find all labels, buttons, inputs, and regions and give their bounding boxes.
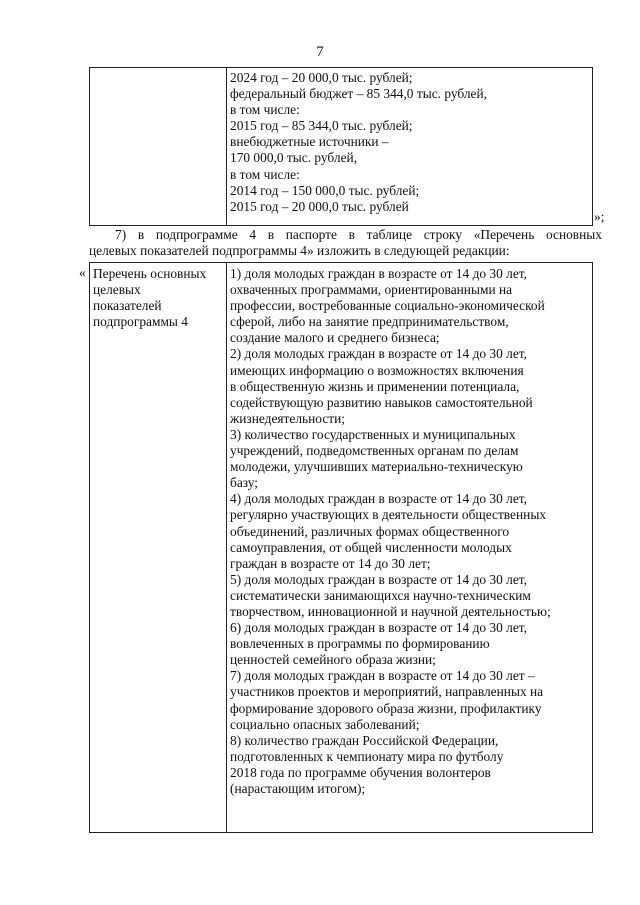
indicator-line: (нарастающим итогом);: [230, 781, 366, 796]
indicator-line: социально опасных заболеваний;: [230, 716, 420, 732]
indicator-line: 8) количество граждан Российской Федерации,: [230, 732, 499, 748]
indicator-line: 4) доля молодых граждан в возрасте от 14 до 30 лет,: [230, 491, 527, 507]
indicator-line: содействующую развитию навыков самостоятельной: [230, 394, 533, 410]
label-line: подпрограммы 4: [93, 314, 188, 330]
label-line: целевых: [93, 282, 141, 298]
opening-quote: «: [79, 265, 86, 280]
indicator-line: 1) доля молодых граждан в возрасте от 14 до 30 лет,: [230, 266, 527, 281]
funding-line: 2015 год – 85 344,0 тыс. рублей;: [230, 118, 413, 134]
indicator-line: объединений, различных формах общественного: [230, 523, 510, 539]
indicator-line: регулярно участвующих в деятельности общественных: [230, 507, 547, 523]
indicator-line: подготовленных к чемпионату мира по футболу: [230, 748, 504, 764]
funding-table-divider: [226, 67, 227, 225]
indicator-line: создание малого и среднего бизнеса;: [230, 330, 440, 346]
page-number: 7: [316, 44, 324, 60]
indicator-line: имеющих информацию о возможностях включения: [230, 362, 524, 378]
instruction-paragraph: [89, 227, 602, 259]
instruction-line: 7) в подпрограмме 4 в паспорте в таблице строку «Перечень основных: [115, 227, 602, 242]
indicator-line: вовлеченных в программы по формированию: [230, 636, 490, 652]
indicators-list-cell: [230, 266, 551, 797]
funding-line: 170 000,0 тыс. рублей,: [230, 150, 358, 166]
label-line: показателей: [93, 298, 162, 314]
closing-quote: »;: [594, 209, 605, 224]
indicator-line: систематически занимающихся научно-техническим: [230, 587, 531, 603]
funding-table-cell: [230, 70, 487, 215]
indicator-line: граждан в возрасте от 14 до 30 лет;: [230, 555, 431, 571]
indicator-line: 2) доля молодых граждан в возрасте от 14 до 30 лет,: [230, 346, 527, 362]
indicator-line: жизнедеятельности;: [230, 410, 346, 426]
funding-line: в том числе:: [230, 166, 300, 182]
funding-line: 2015 год – 20 000,0 тыс. рублей: [230, 198, 409, 214]
indicator-line: сферой, либо на занятие предпринимательством,: [230, 314, 509, 330]
funding-line: 2024 год – 20 000,0 тыс. рублей;: [230, 70, 413, 85]
indicator-line: 2018 года по программе обучения волонтеров: [230, 764, 491, 780]
indicator-line: самоуправления, от общей численности молодых: [230, 539, 512, 555]
indicator-line: профессии, востребованные социально-экономической: [230, 298, 545, 314]
funding-line: в том числе:: [230, 102, 300, 118]
label-line: Перечень основных: [93, 266, 207, 281]
funding-line: федеральный бюджет – 85 344,0 тыс. рублей,: [230, 86, 487, 102]
indicator-line: 5) доля молодых граждан в возрасте от 14 до 30 лет,: [230, 571, 527, 587]
funding-line: внебюджетные источники –: [230, 134, 389, 150]
funding-line: 2014 год – 150 000,0 тыс. рублей;: [230, 182, 420, 198]
indicator-line: базу;: [230, 475, 259, 491]
indicator-line: 7) доля молодых граждан в возрасте от 14 до 30 лет –: [230, 668, 535, 684]
indicator-line: участников проектов и мероприятий, направленных на: [230, 684, 544, 700]
indicators-table-divider: [226, 262, 227, 832]
instruction-line: целевых показателей подпрограммы 4» изложить в следующей редакции:: [89, 243, 510, 259]
indicator-line: формирование здорового образа жизни, профилактику: [230, 700, 542, 716]
indicator-line: молодежи, улучшивших материально-техническую: [230, 459, 523, 475]
indicator-line: охваченных программами, ориентированными на: [230, 282, 513, 298]
indicator-line: 3) количество государственных и муниципальных: [230, 426, 516, 442]
indicator-line: учреждений, подведомственных органам по делам: [230, 443, 519, 459]
indicator-line: ценностей семейного образа жизни;: [230, 652, 436, 668]
indicator-line: творчеством, инновационной и научной деятельностью;: [230, 603, 551, 619]
indicators-label-cell: [93, 266, 206, 330]
indicator-line: 6) доля молодых граждан в возрасте от 14 до 30 лет,: [230, 620, 527, 636]
indicator-line: в общественную жизнь и применении потенциала,: [230, 378, 520, 394]
